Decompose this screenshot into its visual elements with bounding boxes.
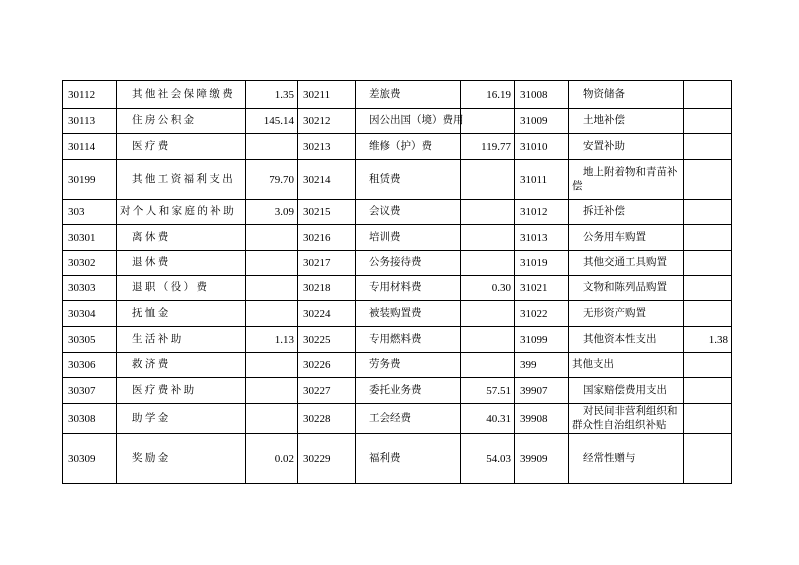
item-code-cell: 303 (63, 200, 117, 225)
item-name-cell: 生活补助 (117, 327, 246, 353)
item-code-cell: 30113 (63, 109, 117, 134)
item-code-cell: 30228 (298, 404, 356, 434)
item-name-cell: 委托业务费 (356, 378, 461, 404)
item-name-cell: 拆迁补偿 (569, 200, 684, 225)
item-code-cell: 30229 (298, 434, 356, 484)
item-amount-cell (684, 378, 732, 404)
table-row (63, 134, 732, 160)
item-code-cell: 30212 (298, 109, 356, 134)
item-amount-cell: 145.14 (246, 109, 298, 134)
table-row (63, 160, 732, 200)
item-amount-cell (684, 251, 732, 276)
item-name-cell: 其他工资福利支出 (117, 160, 246, 200)
item-code-cell: 31022 (515, 301, 569, 327)
item-name-cell: 对民间非营利组织和群众性自治组织补贴 (569, 404, 684, 434)
item-amount-cell (461, 160, 515, 200)
table-row (63, 378, 732, 404)
item-code-cell: 31021 (515, 276, 569, 301)
item-code-cell: 30308 (63, 404, 117, 434)
item-name-cell: 被装购置费 (356, 301, 461, 327)
item-name-cell: 专用燃料费 (356, 327, 461, 353)
item-code-cell: 30303 (63, 276, 117, 301)
item-name-cell: 离休费 (117, 225, 246, 251)
item-name-cell: 文物和陈列品购置 (569, 276, 684, 301)
item-code-cell: 31009 (515, 109, 569, 134)
item-code-cell: 30304 (63, 301, 117, 327)
item-amount-cell (684, 301, 732, 327)
item-name-cell: 其他交通工具购置 (569, 251, 684, 276)
item-code-cell: 30225 (298, 327, 356, 353)
table-row (63, 251, 732, 276)
item-code-cell: 30199 (63, 160, 117, 200)
item-name-cell: 助学金 (117, 404, 246, 434)
item-code-cell: 30213 (298, 134, 356, 160)
item-code-cell: 30211 (298, 81, 356, 109)
item-amount-cell (684, 109, 732, 134)
item-code-cell: 31010 (515, 134, 569, 160)
item-name-cell: 公务接待费 (356, 251, 461, 276)
item-amount-cell (684, 434, 732, 484)
item-name-cell: 经常性赠与 (569, 434, 684, 484)
item-name-cell: 物资储备 (569, 81, 684, 109)
item-name-cell: 福利费 (356, 434, 461, 484)
item-amount-cell (246, 276, 298, 301)
item-code-cell: 30307 (63, 378, 117, 404)
item-amount-cell (246, 353, 298, 378)
item-amount-cell: 54.03 (461, 434, 515, 484)
item-amount-cell: 79.70 (246, 160, 298, 200)
item-code-cell: 39908 (515, 404, 569, 434)
item-name-cell: 抚恤金 (117, 301, 246, 327)
table-row (63, 301, 732, 327)
item-code-cell: 31011 (515, 160, 569, 200)
item-amount-cell (684, 200, 732, 225)
item-amount-cell (684, 225, 732, 251)
item-amount-cell (461, 327, 515, 353)
item-code-cell: 31013 (515, 225, 569, 251)
item-amount-cell (461, 353, 515, 378)
item-amount-cell: 1.13 (246, 327, 298, 353)
item-amount-cell: 57.51 (461, 378, 515, 404)
item-amount-cell: 0.02 (246, 434, 298, 484)
item-amount-cell (246, 378, 298, 404)
item-code-cell: 399 (515, 353, 569, 378)
item-amount-cell (684, 404, 732, 434)
table-row (63, 327, 732, 353)
item-name-cell: 退职（役）费 (117, 276, 246, 301)
item-name-cell: 住房公积金 (117, 109, 246, 134)
item-code-cell: 30112 (63, 81, 117, 109)
item-amount-cell (246, 134, 298, 160)
item-code-cell: 39907 (515, 378, 569, 404)
item-amount-cell (684, 353, 732, 378)
item-code-cell: 30305 (63, 327, 117, 353)
budget-table-body (63, 81, 732, 484)
item-amount-cell (461, 109, 515, 134)
item-name-cell: 培训费 (356, 225, 461, 251)
item-name-cell: 其他社会保障缴费 (117, 81, 246, 109)
item-amount-cell (246, 225, 298, 251)
table-row (63, 200, 732, 225)
item-name-cell: 土地补偿 (569, 109, 684, 134)
item-amount-cell (246, 301, 298, 327)
item-name-cell: 医疗费补助 (117, 378, 246, 404)
item-amount-cell: 16.19 (461, 81, 515, 109)
item-amount-cell: 40.31 (461, 404, 515, 434)
item-amount-cell: 119.77 (461, 134, 515, 160)
item-code-cell: 30216 (298, 225, 356, 251)
item-code-cell: 30309 (63, 434, 117, 484)
item-name-cell: 工会经费 (356, 404, 461, 434)
item-name-cell: 退休费 (117, 251, 246, 276)
item-name-cell: 无形资产购置 (569, 301, 684, 327)
item-amount-cell (461, 225, 515, 251)
item-amount-cell (246, 404, 298, 434)
item-name-cell: 奖励金 (117, 434, 246, 484)
table-row (63, 404, 732, 434)
item-code-cell: 30226 (298, 353, 356, 378)
item-amount-cell (461, 301, 515, 327)
item-name-cell: 差旅费 (356, 81, 461, 109)
item-code-cell: 30218 (298, 276, 356, 301)
item-code-cell: 30217 (298, 251, 356, 276)
item-amount-cell (461, 200, 515, 225)
item-name-cell: 劳务费 (356, 353, 461, 378)
item-name-cell: 国家赔偿费用支出 (569, 378, 684, 404)
item-code-cell: 30227 (298, 378, 356, 404)
item-code-cell: 30302 (63, 251, 117, 276)
item-name-cell: 安置补助 (569, 134, 684, 160)
item-name-cell: 地上附着物和青苗补偿 (569, 160, 684, 200)
item-name-cell: 其他支出 (569, 353, 684, 378)
table-row (63, 353, 732, 378)
item-code-cell: 30214 (298, 160, 356, 200)
item-code-cell: 31019 (515, 251, 569, 276)
item-code-cell: 31012 (515, 200, 569, 225)
table-row (63, 81, 732, 109)
item-code-cell: 39909 (515, 434, 569, 484)
item-amount-cell (684, 276, 732, 301)
item-name-cell: 救济费 (117, 353, 246, 378)
item-amount-cell (684, 160, 732, 200)
item-name-cell: 对个人和家庭的补助 (117, 200, 246, 225)
item-name-cell: 租赁费 (356, 160, 461, 200)
table-row (63, 434, 732, 484)
item-code-cell: 31099 (515, 327, 569, 353)
item-amount-cell: 3.09 (246, 200, 298, 225)
item-name-cell: 因公出国（境）费用 (356, 109, 461, 134)
item-code-cell: 30114 (63, 134, 117, 160)
table-row (63, 276, 732, 301)
item-amount-cell (684, 134, 732, 160)
item-amount-cell: 0.30 (461, 276, 515, 301)
item-amount-cell (461, 251, 515, 276)
item-code-cell: 30301 (63, 225, 117, 251)
item-code-cell: 30224 (298, 301, 356, 327)
table-row (63, 225, 732, 251)
item-code-cell: 31008 (515, 81, 569, 109)
item-name-cell: 公务用车购置 (569, 225, 684, 251)
table-row (63, 109, 732, 134)
item-amount-cell: 1.35 (246, 81, 298, 109)
item-name-cell: 专用材料费 (356, 276, 461, 301)
item-name-cell: 其他资本性支出 (569, 327, 684, 353)
item-code-cell: 30306 (63, 353, 117, 378)
item-code-cell: 30215 (298, 200, 356, 225)
budget-table (62, 80, 732, 484)
item-amount-cell: 1.38 (684, 327, 732, 353)
item-name-cell: 维修（护）费 (356, 134, 461, 160)
item-amount-cell (246, 251, 298, 276)
item-name-cell: 医疗费 (117, 134, 246, 160)
item-amount-cell (684, 81, 732, 109)
item-name-cell: 会议费 (356, 200, 461, 225)
